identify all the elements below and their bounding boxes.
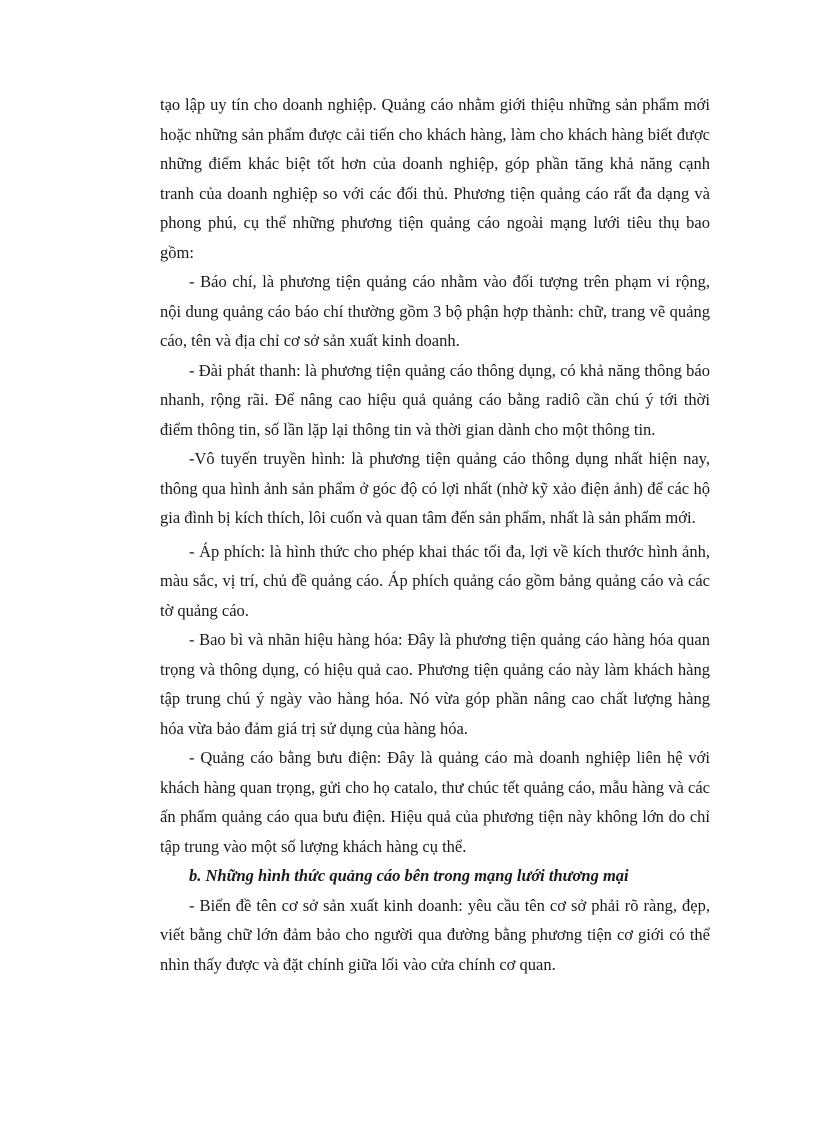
paragraph-television: -Vô tuyến truyền hình: là phương tiện quảng cáo thông dụng nhất hiện nay, thông qua hình ảnh sản phẩm ở góc độ có lợi nhất (nhờ kỹ xảo điện ảnh) để các hộ gia đình bị kích thích, lôi cuốn và quan tâm đến sản phẩm, nhất là sản phẩm mới. — [160, 449, 710, 527]
document-body — [160, 90, 710, 979]
paragraph-newspaper: - Báo chí, là phương tiện quảng cáo nhằm vào đối tượng trên phạm vi rộng, nội dung quảng cáo báo chí thường gồm 3 bộ phận hợp thành: chữ, trang vẽ quảng cáo, tên và địa chỉ cơ sở sản xuất kinh doanh. — [160, 272, 710, 350]
paragraph-radio: - Đài phát thanh: là phương tiện quảng cáo thông dụng, có khả năng thông báo nhanh, rộng rãi. Để nâng cao hiệu quả quảng cáo bằng radiô cần chú ý tới thời điểm thông tin, số lần lặp lại thông tin và thời gian dành cho một thông tin. — [160, 360, 710, 439]
section-heading: b. Những hình thức quảng cáo bên trong mạng lưới thương mại — [189, 866, 629, 885]
paragraph-packaging: - Bao bì và nhãn hiệu hàng hóa: Đây là phương tiện quảng cáo hàng hóa quan trọng và thông dụng, có hiệu quả cao. Phương tiện quảng cáo này làm khách hàng tập trung chú ý ngày vào hàng hóa. Nó vừa góp phần nâng cao chất lượng hàng hóa vừa bảo đảm giá trị sử dụng của hàng hóa. — [160, 630, 710, 738]
paragraph-poster: - Áp phích: là hình thức cho phép khai thác tối đa, lợi về kích thước hình ảnh, màu sắc, vị trí, chủ đề quảng cáo. Áp phích quảng cáo gồm bảng quảng cáo và các tờ quảng cáo. — [160, 541, 710, 620]
paragraph-intro: tạo lập uy tín cho doanh nghiệp. Quảng cáo nhằm giới thiệu những sản phẩm mới hoặc những sản phẩm được cải tiến cho khách hàng, làm cho khách hàng biết được những điểm khác biệt tốt hơn của doanh nghiệp, góp phần tăng khả năng cạnh tranh của doanh nghiệp so với các đối thủ. Phương tiện quảng cáo rất đa dạng và phong phú, cụ thể những phương tiện quảng cáo ngoài mạng lưới tiêu thụ bao gồm: — [160, 95, 710, 262]
paragraph-postal: - Quảng cáo bằng bưu điện: Đây là quảng cáo mà doanh nghiệp liên hệ với khách hàng quan trọng, gửi cho họ catalo, thư chúc tết quảng cáo, mẫu hàng và các ấn phẩm quảng cáo qua bưu điện. Hiệu quả của phương tiện này không lớn do chỉ tập trung vào một số lượng khách hàng cụ thể. — [160, 748, 710, 856]
paragraph-signboard: - Biển đề tên cơ sở sản xuất kinh doanh: yêu cầu tên cơ sở phải rõ ràng, đẹp, viết bằng chữ lớn đảm bảo cho người qua đường bằng phương tiện cơ giới có thể nhìn thấy được và đặt chính giữa lối vào cửa chính cơ quan. — [160, 895, 710, 974]
